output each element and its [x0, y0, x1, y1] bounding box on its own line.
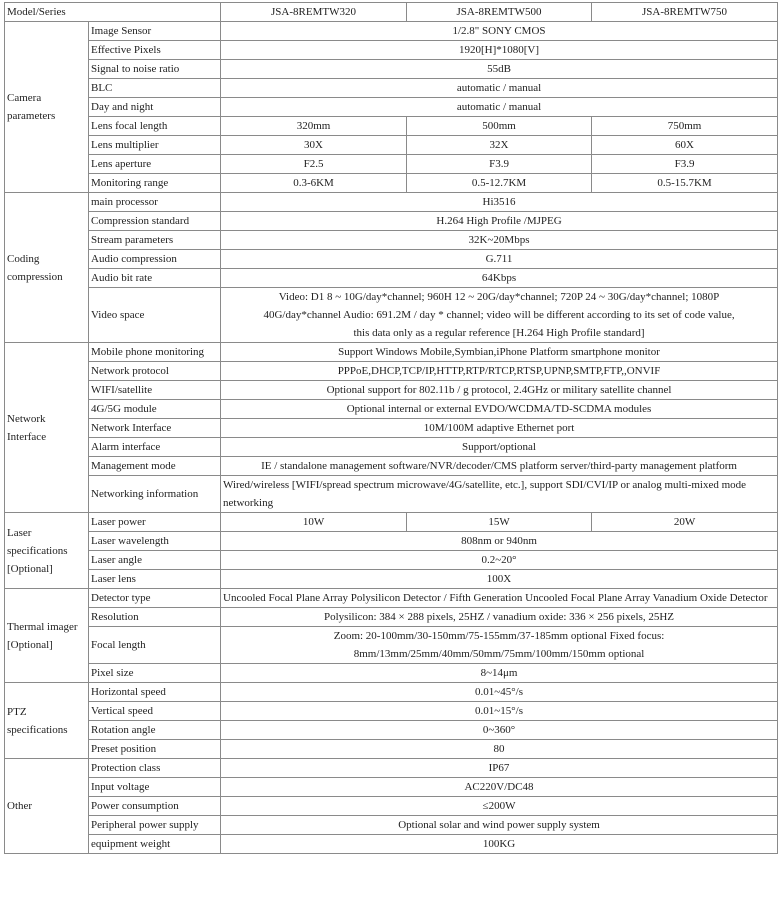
table-row: [5, 362, 778, 381]
row-label: Network Interface: [89, 419, 221, 438]
row-value: Optional support for 802.11b / g protocol, 2.4GHz or military satellite channel: [221, 381, 778, 400]
row-value: Support/optional: [221, 438, 778, 457]
row-label: Laser power: [89, 513, 221, 532]
table-row: [5, 570, 778, 589]
model-2: JSA-8REMTW500: [407, 3, 592, 22]
row-label: Image Sensor: [89, 22, 221, 41]
table-row: [5, 136, 778, 155]
table-row: [5, 457, 778, 476]
row-value: 1920[H]*1080[V]: [221, 41, 778, 60]
group-network-interface: Network Interface: [5, 343, 89, 513]
row-label: main processor: [89, 193, 221, 212]
row-value: IE / standalone management software/NVR/decoder/CMS platform server/third-party management platform: [221, 457, 778, 476]
table-row: [5, 98, 778, 117]
model-1: JSA-8REMTW320: [221, 3, 407, 22]
row-value: Optional internal or external EVDO/WCDMA/TD-SCDMA modules: [221, 400, 778, 419]
table-row: [5, 835, 778, 854]
group-camera-parameters: Camera parameters: [5, 22, 89, 193]
model-series-label: Model/Series: [5, 3, 221, 22]
row-label: 4G/5G module: [89, 400, 221, 419]
row-value: AC220V/DC48: [221, 778, 778, 797]
group-laser-specifications: Laser specifications [Optional]: [5, 513, 89, 589]
table-row: [5, 627, 778, 664]
row-label: equipment weight: [89, 835, 221, 854]
row-value: F3.9: [592, 155, 778, 174]
group-thermal-imager: Thermal imager [Optional]: [5, 589, 89, 683]
row-label: Day and night: [89, 98, 221, 117]
row-label: Power consumption: [89, 797, 221, 816]
row-label: Networking information: [89, 476, 221, 513]
table-row: [5, 343, 778, 362]
header-row: [5, 3, 778, 22]
row-value: 60X: [592, 136, 778, 155]
row-label: Laser lens: [89, 570, 221, 589]
row-label: Detector type: [89, 589, 221, 608]
row-value: 0.5-15.7KM: [592, 174, 778, 193]
row-label: Management mode: [89, 457, 221, 476]
table-row: [5, 250, 778, 269]
row-value: Hi3516: [221, 193, 778, 212]
row-label: WIFI/satellite: [89, 381, 221, 400]
row-label: Laser angle: [89, 551, 221, 570]
row-label: Pixel size: [89, 664, 221, 683]
row-value: 20W: [592, 513, 778, 532]
row-label: Resolution: [89, 608, 221, 627]
row-label: BLC: [89, 79, 221, 98]
row-value: G.711: [221, 250, 778, 269]
row-label: Lens focal length: [89, 117, 221, 136]
row-value: Zoom: 20-100mm/30-150mm/75-155mm/37-185mm optional Fixed focus: 8mm/13mm/25mm/40mm/50mm/75mm/100mm/150mm optional: [221, 627, 778, 664]
row-value: 15W: [407, 513, 592, 532]
table-row: [5, 740, 778, 759]
row-label: Vertical speed: [89, 702, 221, 721]
row-label: Network protocol: [89, 362, 221, 381]
row-value: 32K~20Mbps: [221, 231, 778, 250]
table-row: [5, 381, 778, 400]
row-value: H.264 High Profile /MJPEG: [221, 212, 778, 231]
table-row: [5, 664, 778, 683]
table-row: [5, 721, 778, 740]
row-label: Lens multiplier: [89, 136, 221, 155]
table-row: [5, 231, 778, 250]
table-row: [5, 288, 778, 343]
row-value: Optional solar and wind power supply system: [221, 816, 778, 835]
row-value: Support Windows Mobile,Symbian,iPhone Platform smartphone monitor: [221, 343, 778, 362]
row-value: Polysilicon: 384 × 288 pixels, 25HZ / vanadium oxide: 336 × 256 pixels, 25HZ: [221, 608, 778, 627]
row-value: 100KG: [221, 835, 778, 854]
row-label: Stream parameters: [89, 231, 221, 250]
table-row: [5, 551, 778, 570]
table-row: [5, 438, 778, 457]
table-row: [5, 41, 778, 60]
row-value: 32X: [407, 136, 592, 155]
row-label: Lens aperture: [89, 155, 221, 174]
table-row: [5, 117, 778, 136]
model-3: JSA-8REMTW750: [592, 3, 778, 22]
table-row: [5, 589, 778, 608]
row-value: 750mm: [592, 117, 778, 136]
row-value: 0.3-6KM: [221, 174, 407, 193]
row-label: Laser wavelength: [89, 532, 221, 551]
row-value: automatic / manual: [221, 98, 778, 117]
row-value: 30X: [221, 136, 407, 155]
row-label: Mobile phone monitoring: [89, 343, 221, 362]
table-row: [5, 79, 778, 98]
row-value: Video: D1 8 ~ 10G/day*channel; 960H 12 ~ 20G/day*channel; 720P 24 ~ 30G/day*channel; 1080P 40G/day*channel Audio: 691.2M / day * channel; video will be different according to its set of code value, this data only as a regular reference [H.264 High Profile standard]: [221, 288, 778, 343]
row-label: Horizontal speed: [89, 683, 221, 702]
row-label: Input voltage: [89, 778, 221, 797]
table-row: [5, 778, 778, 797]
row-label: Rotation angle: [89, 721, 221, 740]
table-row: [5, 419, 778, 438]
table-row: [5, 683, 778, 702]
row-value: ≤200W: [221, 797, 778, 816]
table-row: [5, 608, 778, 627]
row-value: 0.2~20°: [221, 551, 778, 570]
spec-table: [4, 2, 778, 854]
row-value: 10M/100M adaptive Ethernet port: [221, 419, 778, 438]
row-value: 1/2.8" SONY CMOS: [221, 22, 778, 41]
table-row: [5, 212, 778, 231]
row-label: Effective Pixels: [89, 41, 221, 60]
row-value: 80: [221, 740, 778, 759]
table-row: [5, 816, 778, 835]
table-row: [5, 476, 778, 513]
table-row: [5, 400, 778, 419]
table-row: [5, 269, 778, 288]
row-label: Compression standard: [89, 212, 221, 231]
table-row: [5, 797, 778, 816]
group-ptz-specifications: PTZ specifications: [5, 683, 89, 759]
table-row: [5, 155, 778, 174]
row-value: 8~14μm: [221, 664, 778, 683]
row-value: 55dB: [221, 60, 778, 79]
table-row: [5, 22, 778, 41]
row-value: 0.5-12.7KM: [407, 174, 592, 193]
row-label: Video space: [89, 288, 221, 343]
row-value: 0.01~45°/s: [221, 683, 778, 702]
row-value: 10W: [221, 513, 407, 532]
row-label: Audio compression: [89, 250, 221, 269]
row-value: 0~360°: [221, 721, 778, 740]
table-row: [5, 174, 778, 193]
row-label: Preset position: [89, 740, 221, 759]
row-label: Monitoring range: [89, 174, 221, 193]
row-label: Audio bit rate: [89, 269, 221, 288]
row-value: F3.9: [407, 155, 592, 174]
row-value: IP67: [221, 759, 778, 778]
table-row: [5, 759, 778, 778]
table-row: [5, 702, 778, 721]
row-value: PPPoE,DHCP,TCP/IP,HTTP,RTP/RTCP,RTSP,UPNP,SMTP,FTP,,ONVIF: [221, 362, 778, 381]
row-label: Signal to noise ratio: [89, 60, 221, 79]
table-row: [5, 532, 778, 551]
row-value: 808nm or 940nm: [221, 532, 778, 551]
group-other: Other: [5, 759, 89, 854]
row-value: 320mm: [221, 117, 407, 136]
table-row: [5, 193, 778, 212]
table-row: [5, 60, 778, 79]
row-label: Peripheral power supply: [89, 816, 221, 835]
row-label: Protection class: [89, 759, 221, 778]
row-value: Wired/wireless [WIFI/spread spectrum microwave/4G/satellite, etc.], support SDI/CVI/IP or analog multi-mixed mode networking: [221, 476, 778, 513]
row-label: Alarm interface: [89, 438, 221, 457]
table-row: [5, 513, 778, 532]
row-value: 500mm: [407, 117, 592, 136]
row-value: 64Kbps: [221, 269, 778, 288]
row-value: automatic / manual: [221, 79, 778, 98]
group-coding-compression: Coding compression: [5, 193, 89, 343]
row-value: F2.5: [221, 155, 407, 174]
row-label: Focal length: [89, 627, 221, 664]
row-value: 100X: [221, 570, 778, 589]
row-value: 0.01~15°/s: [221, 702, 778, 721]
row-value: Uncooled Focal Plane Array Polysilicon Detector / Fifth Generation Uncooled Focal Plane Array Vanadium Oxide Detector: [221, 589, 778, 608]
